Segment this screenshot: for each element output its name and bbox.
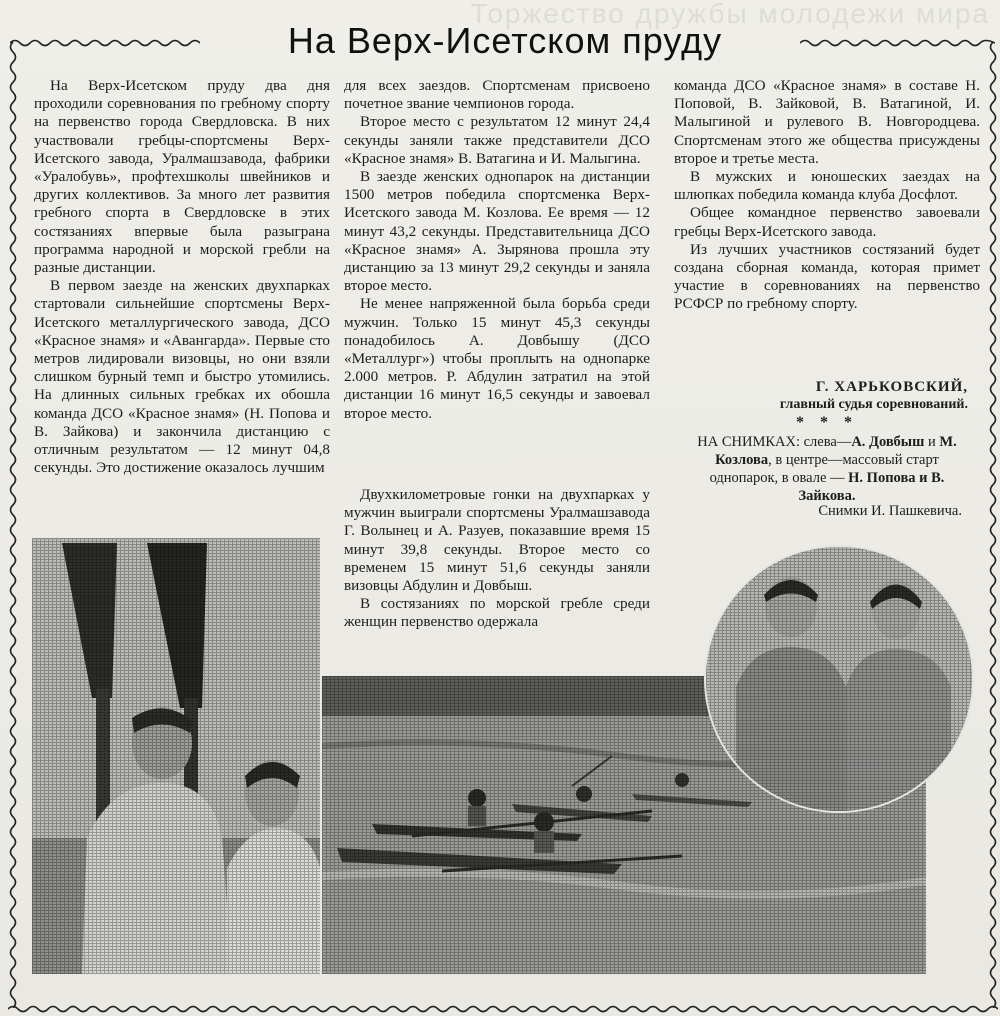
paragraph: Двухкилометровые гонки на двухпарках у мужчин выиграли спортсмены Уралмашзавода Г. Волынец и А. Разуев, показавшие время 15 минут 39,8 секунды. Второе место со временем 15 минут 51,6 секунды заняли визовцы Абдулин и Довбыш. bbox=[344, 486, 650, 595]
column-2 bbox=[344, 77, 650, 423]
article-title: На Верх-Исетском пруду bbox=[287, 20, 723, 61]
column-1 bbox=[34, 77, 330, 477]
paragraph: В первом заезде на женских двухпарках стартовали сильнейшие спортсмены Верх-Исетского металлургического завода, ДСО «Красное знамя» и «Авангарда». Первые сто метров лидировали визовцы, но они взяли слишком бурный темп и быстро утомились. На длинных сильных гребках их обошла команда ДСО «Красное знамя» (Н. Попова и В. Зайкова) и закончила дистанцию с отличным результатом — 12 минут 04,8 секунды. Это достижение оказалось лучшим bbox=[34, 277, 330, 477]
column-3 bbox=[674, 77, 980, 314]
separator-stars: * * * bbox=[796, 414, 858, 431]
caption-name-2: М. Козлова bbox=[715, 434, 957, 468]
photo-caption bbox=[684, 433, 970, 505]
caption-name-1: А. Довбыш bbox=[851, 434, 925, 450]
paragraph: Общее командное первенство завоевали гребцы Верх-Исетского завода. bbox=[674, 204, 980, 240]
caption-and: и bbox=[924, 434, 940, 450]
paragraph: Не менее напряженной была борьба среди мужчин. Только 15 минут 45,3 секунды понадобилось А. Довбышу (ДСО «Металлург») чтобы проплыть на однопарке 2.000 метров. Р. Абдулин затратил на этой дистанции 16 минут 16,5 секунды и завоевал второе место. bbox=[344, 295, 650, 422]
border-bottom bbox=[8, 1004, 998, 1014]
author-name: Г. ХАРЬКОВСКИЙ, bbox=[815, 379, 968, 395]
photo-credit: Снимки И. Пашкевича. bbox=[818, 503, 962, 519]
paragraph: для всех заездов. Спортсменам присвоено почетное звание чемпионов города. bbox=[344, 77, 650, 113]
photo-rowers-with-oars bbox=[32, 538, 320, 974]
paragraph: На Верх-Исетском пруду два дня проходили соревнования по гребному спорту на первенство города Свердловска. В них участвовали гребцы-спортсмены Верх-Исетского завода, Уралмашзавода, фабрики «Уралобувь», профтехшколы швейников и других коллективов. За много лет развития гребного спорта в Свердловске в этих состязаниях впервые была разыграна программа народной и морской гребли на разные дистанции. bbox=[34, 77, 330, 277]
paragraph: В состязаниях по морской гребле среди женщин первенство одержала bbox=[344, 595, 650, 631]
author-role: главный судья соревнований. bbox=[779, 397, 968, 412]
paragraph: Из лучших участников состязаний будет создана сборная команда, которая примет участие в соревнованиях на первенство РСФСР по гребному спорту. bbox=[674, 240, 980, 313]
paragraph: В заезде женских однопарок на дистанции 1500 метров победила спортсменка Верх-Исетского завода М. Козлова. Ее время — 12 минут 43,2 секунды. Представительница ДСО «Красное знамя» А. Зырянова прошла эту дистанцию за 13 минут 29,2 секунды и заняла второе место. bbox=[344, 168, 650, 295]
column-2-continued bbox=[344, 486, 650, 632]
caption-lead: НА СНИМКАХ: слева— bbox=[697, 434, 852, 450]
photo-oval-women bbox=[704, 545, 974, 813]
border-top-left bbox=[10, 38, 200, 48]
paragraph: команда ДСО «Красное знамя» в составе Н. Поповой, В. Зайковой, В. Ватагиной, И. Малыгиной и рулевого В. Новгородцева. Спортсменам этого же общества присуждены второе и третье места. bbox=[674, 77, 980, 167]
paragraph: Второе место с результатом 12 минут 24,4 секунды заняли также представители ДСО «Красное знамя» В. Ватагина и И. Малыгина. bbox=[344, 113, 650, 167]
border-right bbox=[988, 42, 998, 1008]
paragraph: В мужских и юношеских заездах на шлюпках победила команда клуба Досфлот. bbox=[674, 168, 980, 204]
border-left bbox=[8, 42, 18, 1008]
caption-mid: , в центре—массовый старт однопарок, в овале — bbox=[709, 452, 939, 486]
author-signature bbox=[674, 378, 968, 414]
ghost-heading: Торжество дружбы молодежи мира bbox=[470, 0, 990, 29]
caption-name-3: Н. Попова и В. Зайкова. bbox=[798, 470, 945, 504]
border-top-right bbox=[800, 38, 995, 48]
